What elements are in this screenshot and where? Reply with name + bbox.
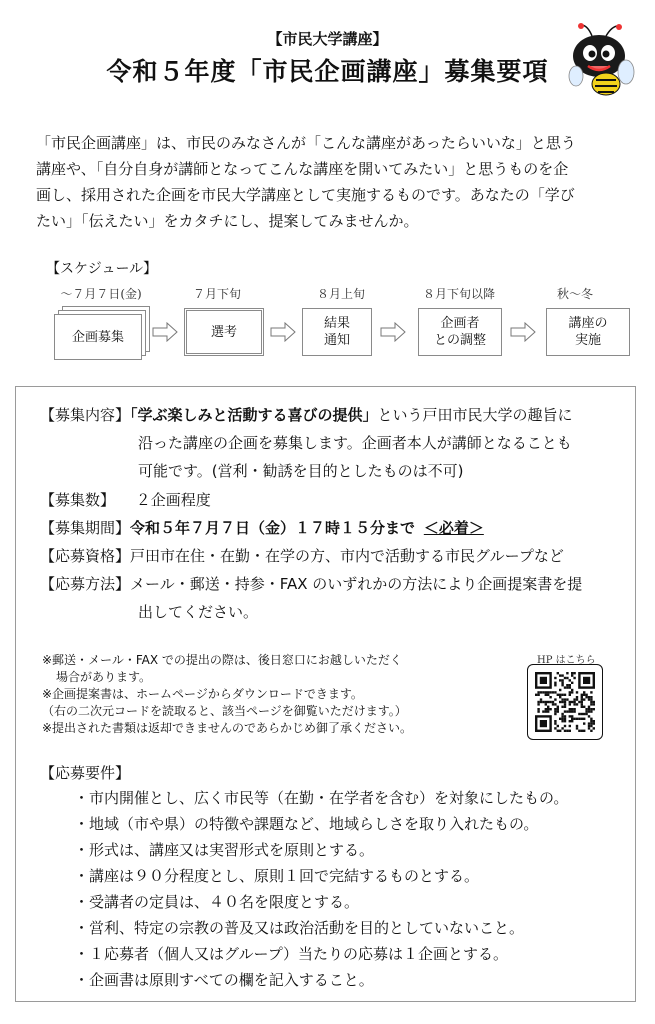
arrow-right-icon <box>510 322 536 342</box>
recruit-content-theme: 「学ぶ楽しみと活動する喜びの提供」 <box>130 406 378 424</box>
stage-date: ８月下旬以降 <box>422 287 495 301</box>
stage-text: 講座の <box>568 316 608 331</box>
requirement-item: ・地域（市や県）の特徴や課題など、地域らしさを取り入れたもの。 <box>74 815 539 833</box>
note-line: 場合があります。 <box>56 670 152 684</box>
recruit-content-line: 沿った講座の企画を募集します。企画者本人が講師となることも <box>138 434 572 452</box>
recruit-method-row <box>40 574 582 594</box>
stage-box-notification <box>302 308 372 356</box>
stage-text: 実施 <box>574 333 601 348</box>
qr-label: HP はこちら <box>537 655 596 666</box>
recruit-eligibility-value: 戸田市在住・在勤・在学の方、市内で活動する市民グループなど <box>130 547 564 565</box>
qr-code-frame[interactable] <box>527 664 603 740</box>
arrow-right-icon <box>152 322 178 342</box>
recruit-count-row <box>40 490 211 510</box>
requirement-item: ・講座は９０分程度とし、原則１回で完結するものとする。 <box>74 867 480 885</box>
stage-date: 秋～冬 <box>556 287 593 301</box>
recruit-period-note: ＜必着＞ <box>423 519 484 537</box>
recruit-eligibility-label: 【応募資格】 <box>40 547 131 565</box>
recruit-content-text: という戸田市民大学の趣旨に <box>377 406 573 424</box>
arrow-right-icon <box>380 322 406 342</box>
schedule-heading: 【スケジュール】 <box>46 261 158 277</box>
stage-box-recruit <box>54 314 142 360</box>
recruit-content-row <box>40 405 573 425</box>
note-line: ※提出された書類は返却できませんのであらかじめ御了承ください。 <box>42 721 413 735</box>
stage-text: 結果 <box>323 316 350 331</box>
requirement-item: ・市内開催とし、広く市民等（在勤・在学者を含む）を対象にしたもの。 <box>74 789 569 807</box>
note-line: ※企画提案書は、ホームページからダウンロードできます。 <box>42 687 363 701</box>
stage-date: ７月下旬 <box>192 287 241 301</box>
stage-text: 通知 <box>323 333 350 348</box>
requirements-heading: 【応募要件】 <box>40 764 131 782</box>
intro-text <box>36 130 626 234</box>
recruit-content-label: 【募集内容】 <box>40 406 131 424</box>
recruit-method-value: メール・郵送・持参・FAX のいずれかの方法により企画提案書を提 <box>130 575 583 593</box>
requirement-item: ・形式は、講座又は実習形式を原則とする。 <box>74 841 375 859</box>
stage-date: ８月上旬 <box>316 287 365 301</box>
recruit-count-label: 【募集数】 <box>40 491 116 509</box>
recruit-period-label: 【募集期間】 <box>40 519 131 537</box>
qr-code-icon <box>535 672 595 732</box>
note-line: （右の二次元コードを読取ると、該当ページを御覧いただけます。） <box>42 704 407 718</box>
recruit-eligibility-row <box>40 546 564 566</box>
intro-line: たい」「伝えたい」をカタチにし、提案してみませんか。 <box>36 212 419 230</box>
intro-line: 画し、採用された企画を市民大学講座として実施するものです。あなたの「学び <box>36 186 575 204</box>
header-subtitle: 【市民大学講座】 <box>267 30 388 48</box>
stage-text: 企画者 <box>440 316 480 331</box>
arrow-right-icon <box>270 322 296 342</box>
intro-line: 「市民企画講座」は、市民のみなさんが「こんな講座があったらいいな」と思う <box>36 134 576 152</box>
stage-box-implementation <box>546 308 630 356</box>
recruit-period-value: 令和５年７月７日（金）１７時１５分まで <box>130 519 416 537</box>
requirement-item: ・受講者の定員は、４０名を限度とする。 <box>74 893 360 911</box>
page-title: 令和５年度「市民企画講座」募集要項 <box>106 57 549 86</box>
recruit-period-row <box>40 518 484 538</box>
recruit-content-line: 可能です。(営利・勧誘を目的としたものは不可) <box>138 462 464 480</box>
requirement-item: ・企画書は原則すべての欄を記入すること。 <box>74 971 374 989</box>
recruit-count-value: ２企画程度 <box>135 491 211 509</box>
requirement-item: ・営利、特定の宗教の普及又は政治活動を目的としていないこと。 <box>74 919 525 937</box>
bee-mascot-icon <box>562 22 636 100</box>
note-line: ※郵送・メール・FAX での提出の際は、後日窓口にお越しいただく <box>42 653 402 667</box>
recruit-method-line: 出してください。 <box>138 603 259 621</box>
stage-text: との調整 <box>433 333 486 348</box>
stage-box-coordination <box>418 308 502 356</box>
stage-box-selection <box>184 308 264 356</box>
stage-text: 企画募集 <box>71 329 124 345</box>
requirement-item: ・１応募者（個人又はグループ）当たりの応募は１企画とする。 <box>74 945 508 963</box>
intro-line: 講座や、「自分自身が講師となってこんな講座を開いてみたい」と思うものを企 <box>36 160 569 178</box>
stage-text: 選考 <box>210 324 237 340</box>
recruit-method-label: 【応募方法】 <box>40 575 131 593</box>
stage-date: ～７月７日(金) <box>60 287 142 301</box>
